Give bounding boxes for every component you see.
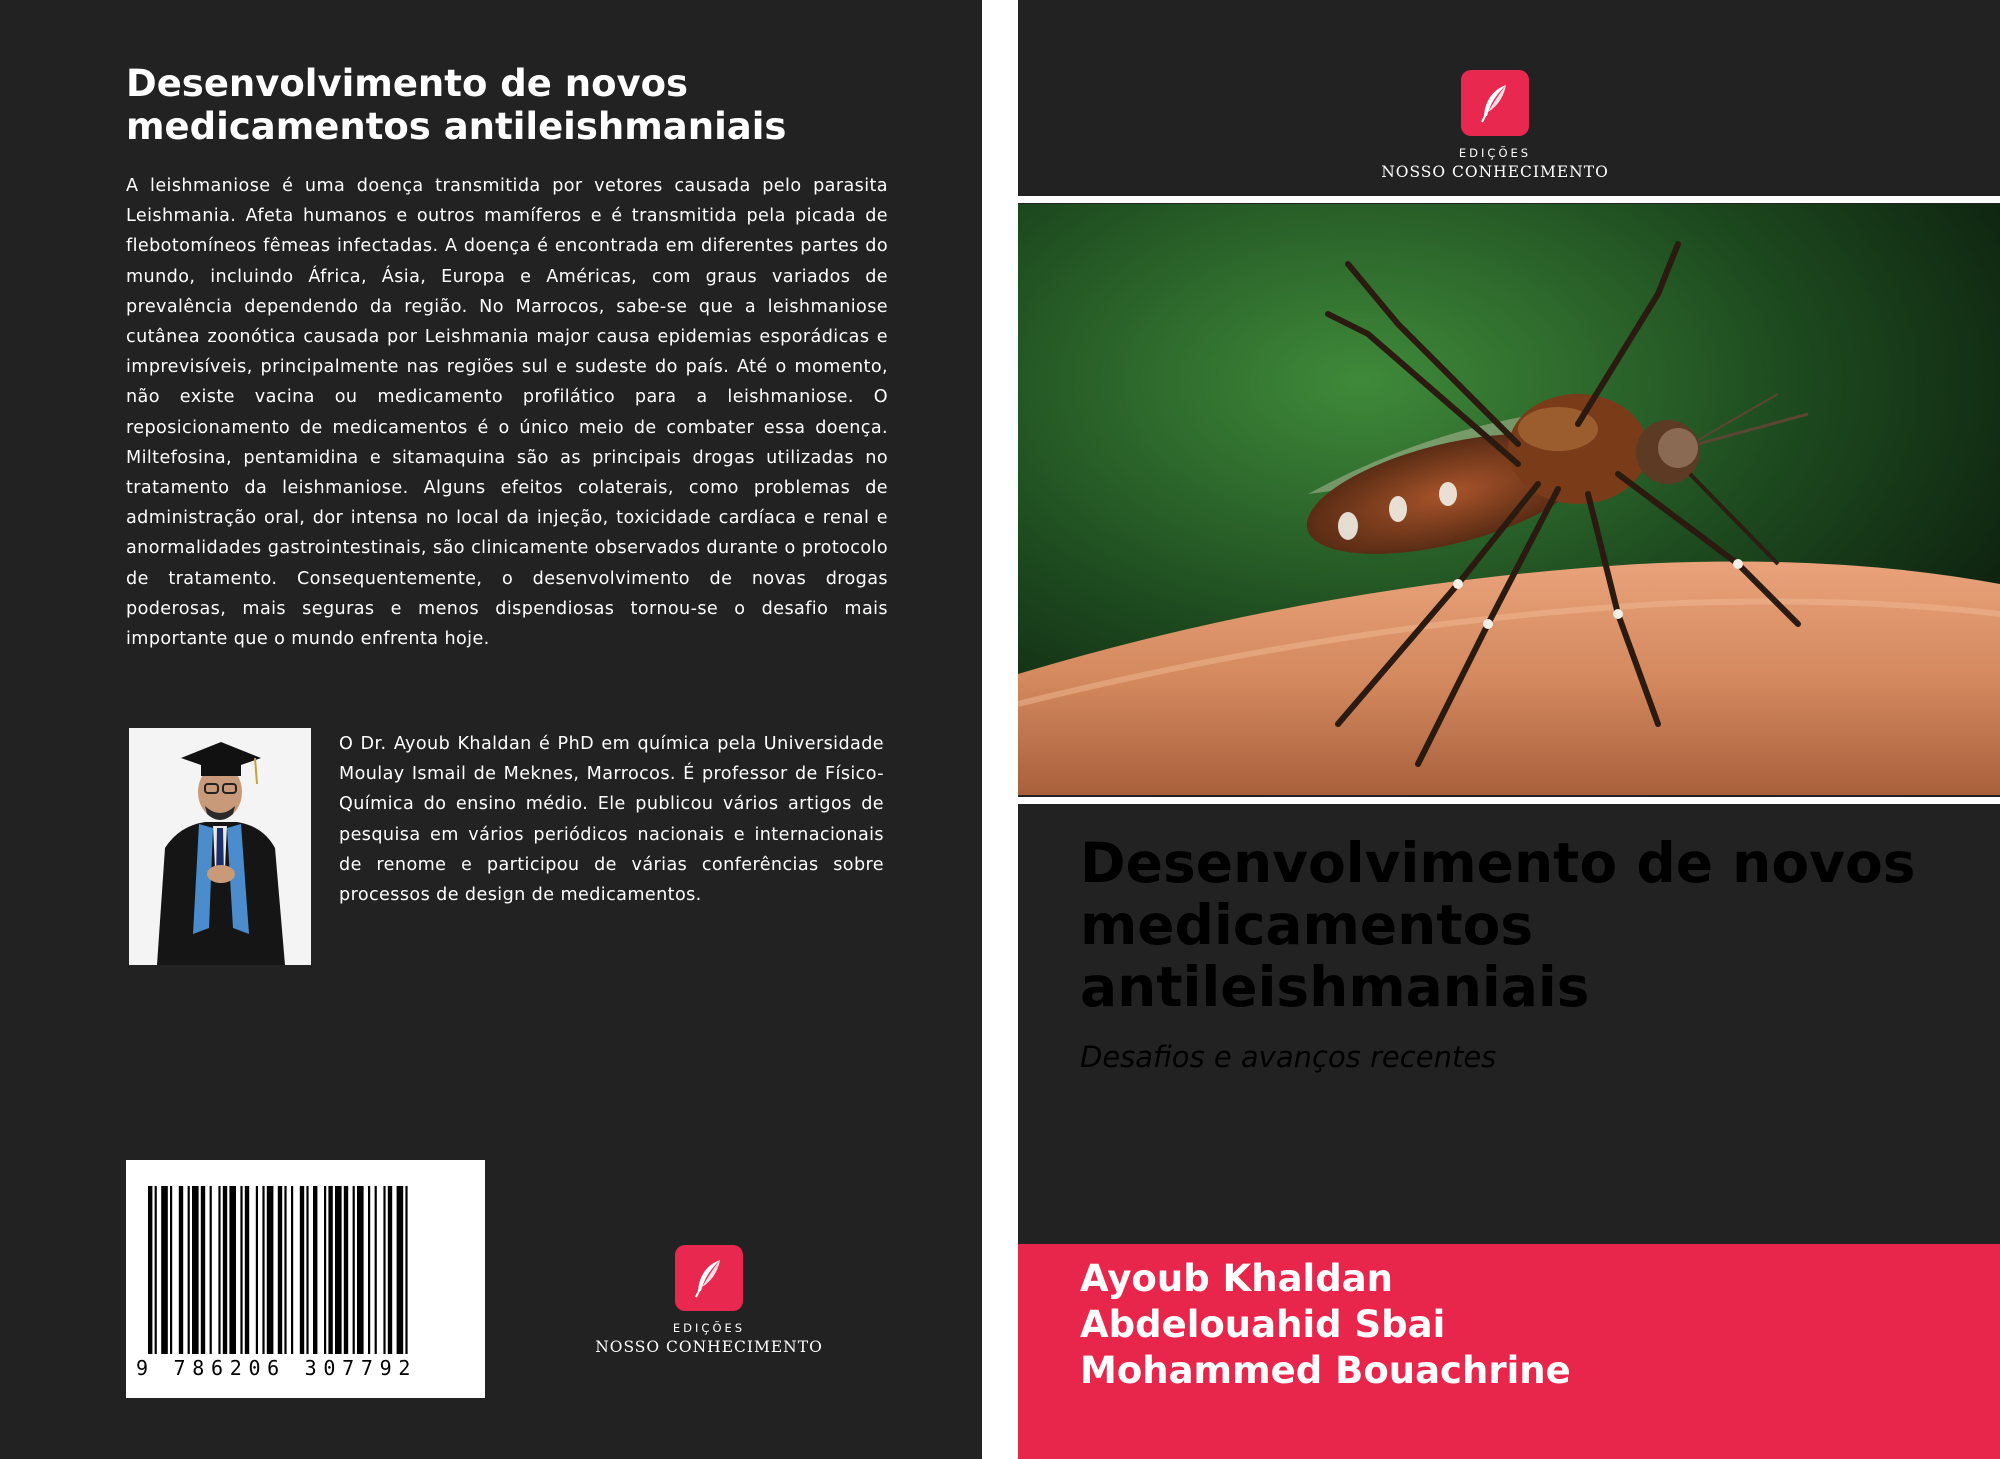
front-cover-title: Desenvolvimento de novos medicamentos antileishmaniais: [1080, 831, 1916, 1019]
back-cover: [0, 0, 982, 1459]
publisher-logo-front: [1370, 70, 1620, 182]
author-name: Mohammed Bouachrine: [1080, 1349, 1571, 1392]
mosquito-photo: [1018, 204, 2000, 795]
back-cover-title: Desenvolvimento de novos medicamentos antileishmaniais: [126, 62, 787, 148]
author-bio: O Dr. Ayoub Khaldan é PhD em química pela Universidade Moulay Ismail de Meknes, Marrocos. É professor de Físico-Química do ensino médio. Ele publicou vários artigos de pesquisa em vários periódicos nacionais e internacionais de renome e participou de várias conferências sobre processos de design de medicamentos.: [339, 734, 884, 906]
spine: [982, 0, 1018, 1459]
book-blurb: A leishmaniose é uma doença transmitida por vetores causada pelo parasita Leishmania. Afeta humanos e outros mamíferos e é transmitida pela picada de flebotomíneos fêmeas infectadas. A doença é encontrada em diferentes partes do mundo, incluindo África, Ásia, Europa e Américas, com graus variados de prevalência dependendo da região. No Marrocos, sabe-se que a leishmaniose cutânea zoonótica causada por Leishmania major causa epidemias esporádicas e imprevisíveis, principalmente nas regiões sul e sudeste do país. Até o momento, não existe vacina ou medicamento profilático para a leishmaniose. O reposicionamento de medicamentos é o único meio de combater essa doença. Miltefosina, pentamidina e sitamaquina são as principais drogas utilizadas no tratamento da leishmaniose. Alguns efeitos colaterais, como problemas de administração oral, dor intensa no local da injeção, toxicidade cardíaca e renal e anormalidades gastrointestinais, são clinicamente observados durante o protocolo de tratamento. Consequentemente, o desenvolvimento de novas drogas poderosas, mais seguras e menos dispendiosas tornou-se o desafio mais importante que o mundo enfrenta hoje.: [126, 176, 888, 650]
feather-icon: [1461, 70, 1529, 136]
author-portrait: [129, 728, 311, 965]
divider-bottom: [1018, 797, 2000, 804]
isbn-digits: 9 786206 307792: [136, 1356, 418, 1380]
publisher-logo-back: [584, 1245, 834, 1357]
feather-icon: [675, 1245, 743, 1311]
publisher-line1: EDIÇÕES: [672, 1321, 746, 1335]
front-cover-subtitle: Desafios e avanços recentes: [1080, 1040, 1497, 1074]
publisher-line1: EDIÇÕES: [1458, 146, 1532, 160]
author-name: Abdelouahid Sbai: [1080, 1303, 1446, 1346]
publisher-line2: NOSSO CONHECIMENTO: [595, 1338, 823, 1356]
isbn-barcode: [126, 1160, 485, 1398]
divider-top: [1018, 196, 2000, 203]
author-name: Ayoub Khaldan: [1080, 1257, 1394, 1300]
publisher-line2: NOSSO CONHECIMENTO: [1381, 163, 1609, 181]
